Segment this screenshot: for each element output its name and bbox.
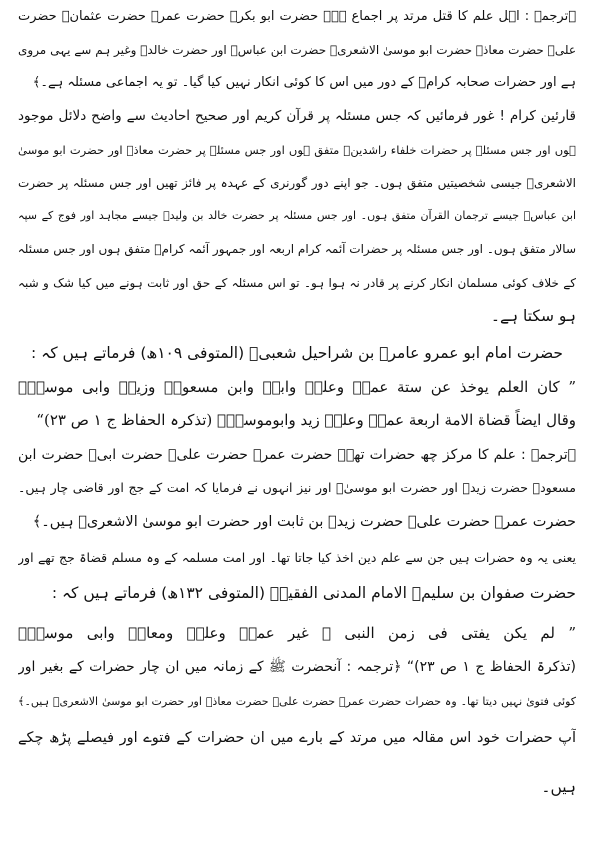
text-line: ہوں اور جس مسئلہ پر حضرات خلفاء راشدینؓ متفق ہوں اور جس مسئلہ پر حضرت معاذؓ اور حضرت ابو موسیٰ (18, 143, 576, 157)
arabic-quote-line: ” لم یکن یفتی فی زمن النبی ﷺ غیر عمرؓ وعلیؓ ومعاذؓ وابی موسیٰؓ (18, 624, 576, 642)
text-line: قارئین کرام ! غور فرمائیں کہ جس مسئلہ پر قرآن کریم اور صحیح احادیث سے واضح دلائل موجود (18, 108, 576, 124)
text-line: ہے اور حضرات صحابہ کرامؓ کے دور میں اس کا کوئی انکار نہیں کیا گیا۔ تو یہ اجماعی مسئلہ ہے۔﴾ (32, 75, 576, 90)
text-line: حضرت امام ابو عمرو عامرؒ بن شراحیل شعبیؒ (المتوفی ۱۰۹ھ) فرماتے ہیں کہ : (31, 344, 563, 362)
text-line: علیؓ حضرت معاذؓ حضرت ابو موسیٰ الاشعریؓ حضرت ابن عباسؓ اور حضرت خالدؓ وغیر ہم سے یہی مروی (18, 43, 576, 57)
text-line: ﴿ترجمہ : اہل علم کا قتل مرتد پر اجماع ہے۔ حضرت ابو بکرؓ حضرت عمرؓ حضرت عثمانؓ حضرت (18, 9, 576, 24)
document-page (18, 6, 576, 842)
text-line: ہیں۔ (541, 778, 576, 796)
text-line: ﴿ترجمہ : علم کا مرکز چھ حضرات تھے۔ حضرت عمرؓ حضرت علیؓ حضرت ابیؓ حضرت ابن (18, 447, 576, 463)
text-line: یعنی یہ وہ حضرات ہیں جن سے علم دین اخذ کیا جاتا تھا۔ اور امت مسلمہ کے وہ مسلم قضاۃ جج تھے اور (18, 550, 576, 565)
text-line: ہو سکتا ہے۔ (490, 307, 576, 325)
text-line: ابن عباسؓ جیسے ترجمان القرآن متفق ہوں۔ اور جس مسئلہ پر حضرت خالد بن ولیدؓ جیسے مجاہد اور فوج کے سپہ (18, 209, 576, 222)
arabic-quote-line: وقال ایضاً قضاة الامة اربعة عمرؓ وعلیؓ زید وابوموسیٰؓ (تذکرہ الحفاظ ج ۱ ص ۲۳)“ (36, 411, 576, 429)
text-line: (تذکرۃ الحفاظ ج ۱ ص ۲۳)“ ﴿ترجمہ : آنحضرت ﷺ کے زمانہ میں ان چار حضرات کے بغیر اور (18, 659, 576, 675)
text-line: الاشعریؓ جیسی شخصیتیں متفق ہوں۔ جو اپنے دور گورنری کے عہدہ پر فائز تھیں اور جس مسئلہ پر حضرت (18, 176, 576, 190)
text-line: آپ حضرات خود اس مقالہ میں مرتد کے بارے میں ان حضرات کے فتوے اور فیصلے پڑھ چکے (18, 730, 576, 746)
text-line: کے خلاف کوئی مسلمان انکار کرنے پر قادر نہ ہوا ہو۔ تو اس مسئلہ کے حق اور ثابت ہونے میں کیا شک و شبہ (18, 276, 576, 290)
arabic-quote-line: ” کان العلم یوخذ عن ستة عمرؓ وعلیؓ وابیؓ وابن مسعودؓ وزیدؓ وابی موسیٰؓ (18, 378, 576, 396)
text-line: کوئی فتویٰ نہیں دیتا تھا۔ وہ حضرات حضرت عمرؓ حضرت علیؓ حضرت معاذؓ اور حضرت ابو موسیٰ الاشعریؓ ہیں۔﴾ (18, 695, 576, 708)
text-line: حضرت صفوان بن سلیمؒ الامام المدنی الفقیہؒ (المتوفی ۱۳۲ھ) فرماتے ہیں کہ : (51, 584, 576, 602)
text-line: مسعودؓ حضرت زیدؓ اور حضرت ابو موسیٰؓ اور نیز انہوں نے فرمایا کہ امت کے جج اور قاضی چار ہیں۔ (18, 480, 576, 495)
text-line: سالار متفق ہوں۔ اور جس مسئلہ پر حضرات آئمہ کرام اربعہ اور جمہور آئمہ کرامؒ متفق ہوں اور جس مسئلہ (18, 242, 576, 256)
text-line: حضرت عمرؓ حضرت علیؓ حضرت زیدؓ بن ثابت اور حضرت ابو موسیٰ الاشعریؓ ہیں۔﴾ (32, 514, 576, 530)
